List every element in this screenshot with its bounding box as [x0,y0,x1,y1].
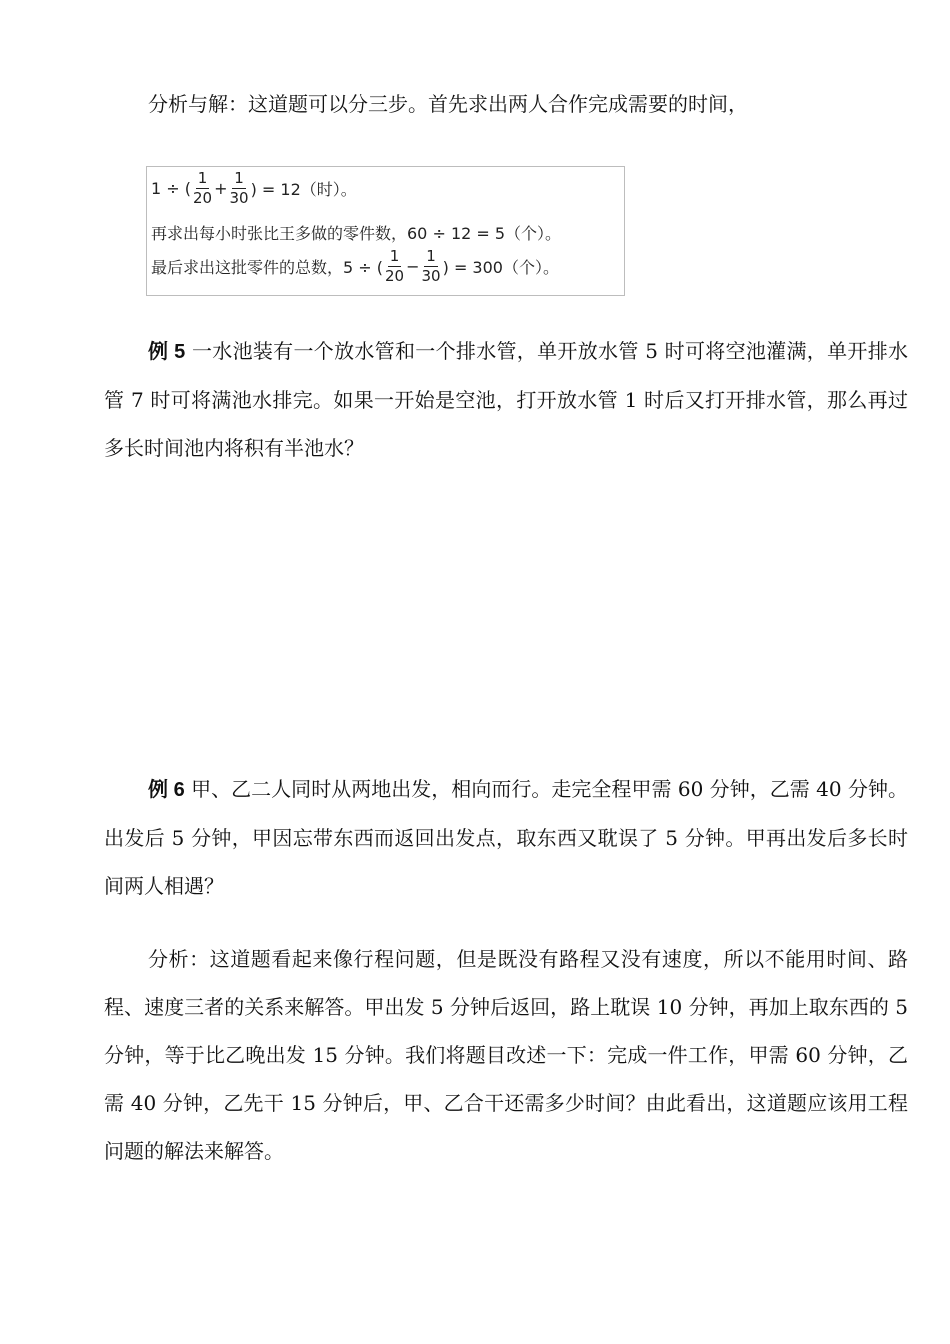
fraction-1-30 [422,249,441,284]
analysis-paragraph-1 [104,80,908,128]
analysis-paragraph-2 [104,935,908,1175]
formula-line-2 [151,221,561,244]
fraction-1-20 [385,249,404,284]
example-6-text: 甲、乙二人同时从两地出发，相向而行。走完全程甲需 60 分钟，乙需 40 分钟。出发后 5 分钟，甲因忘带东西而返回出发点，取东西又耽误了 5 分钟。甲再出发后多长时间两人相遇？ [104,777,908,898]
formula-1-prefix: 1 ÷ ( [151,179,191,198]
formula-1-operator: + [214,179,228,198]
example-5-text: 一水池装有一个放水管和一个排水管，单开放水管 5 时可将空池灌满，单开排水管 7 时可将满池水排完。如果一开始是空池，打开放水管 1 时后又打开排水管，那么再过多长时间池内将积有半池水？ [104,339,909,460]
fraction-numerator: 1 [389,247,400,265]
example-6-paragraph [104,765,908,910]
example-6-label: 例 6 [148,779,185,801]
formula-line-1 [151,171,357,206]
fraction-numerator: 1 [426,247,436,265]
example-5-label: 例 5 [148,341,186,363]
analysis-text-1: 分析与解：这道题可以分三步。首先求出两人合作完成需要的时间， [148,92,748,116]
fraction-denominator: 30 [229,189,249,207]
fraction-numerator: 1 [234,169,244,187]
formula-line-3 [151,249,559,284]
formula-3-lead: 最后求出这批零件的总数，5 ÷ ( [151,258,384,277]
fraction-denominator: 20 [193,189,213,207]
formula-3-operator: − [406,257,420,276]
analysis-text-2: 分析：这道题看起来像行程问题，但是既没有路程又没有速度，所以不能用时间、路程、速度三者的关系来解答。甲出发 5 分钟后返回，路上耽误 10 分钟，再加上取东西的 5 分钟，等于比乙晚出发 15 分钟。我们将题目改述一下：完成一件工作，甲需 60 分钟，乙需 40 分钟，乙先干 15 分钟后，甲、乙合干还需多少时间？由此看出，这道题应该用工程问题的解法来解答。 [104,947,908,1163]
formula-1-suffix: ) = 12（时）。 [250,180,357,199]
formula-2-text: 再求出每小时张比王多做的零件数，60 ÷ 12 = 5（个）。 [151,224,562,243]
fraction-denominator: 30 [421,267,441,285]
fraction-denominator: 20 [385,267,405,285]
fraction-1-20 [193,171,212,206]
example-5-paragraph [104,327,908,472]
fraction-numerator: 1 [197,169,208,187]
formula-3-suffix: ) = 300（个）。 [442,258,559,277]
fraction-1-30 [230,171,249,206]
formula-image-box [146,166,625,296]
